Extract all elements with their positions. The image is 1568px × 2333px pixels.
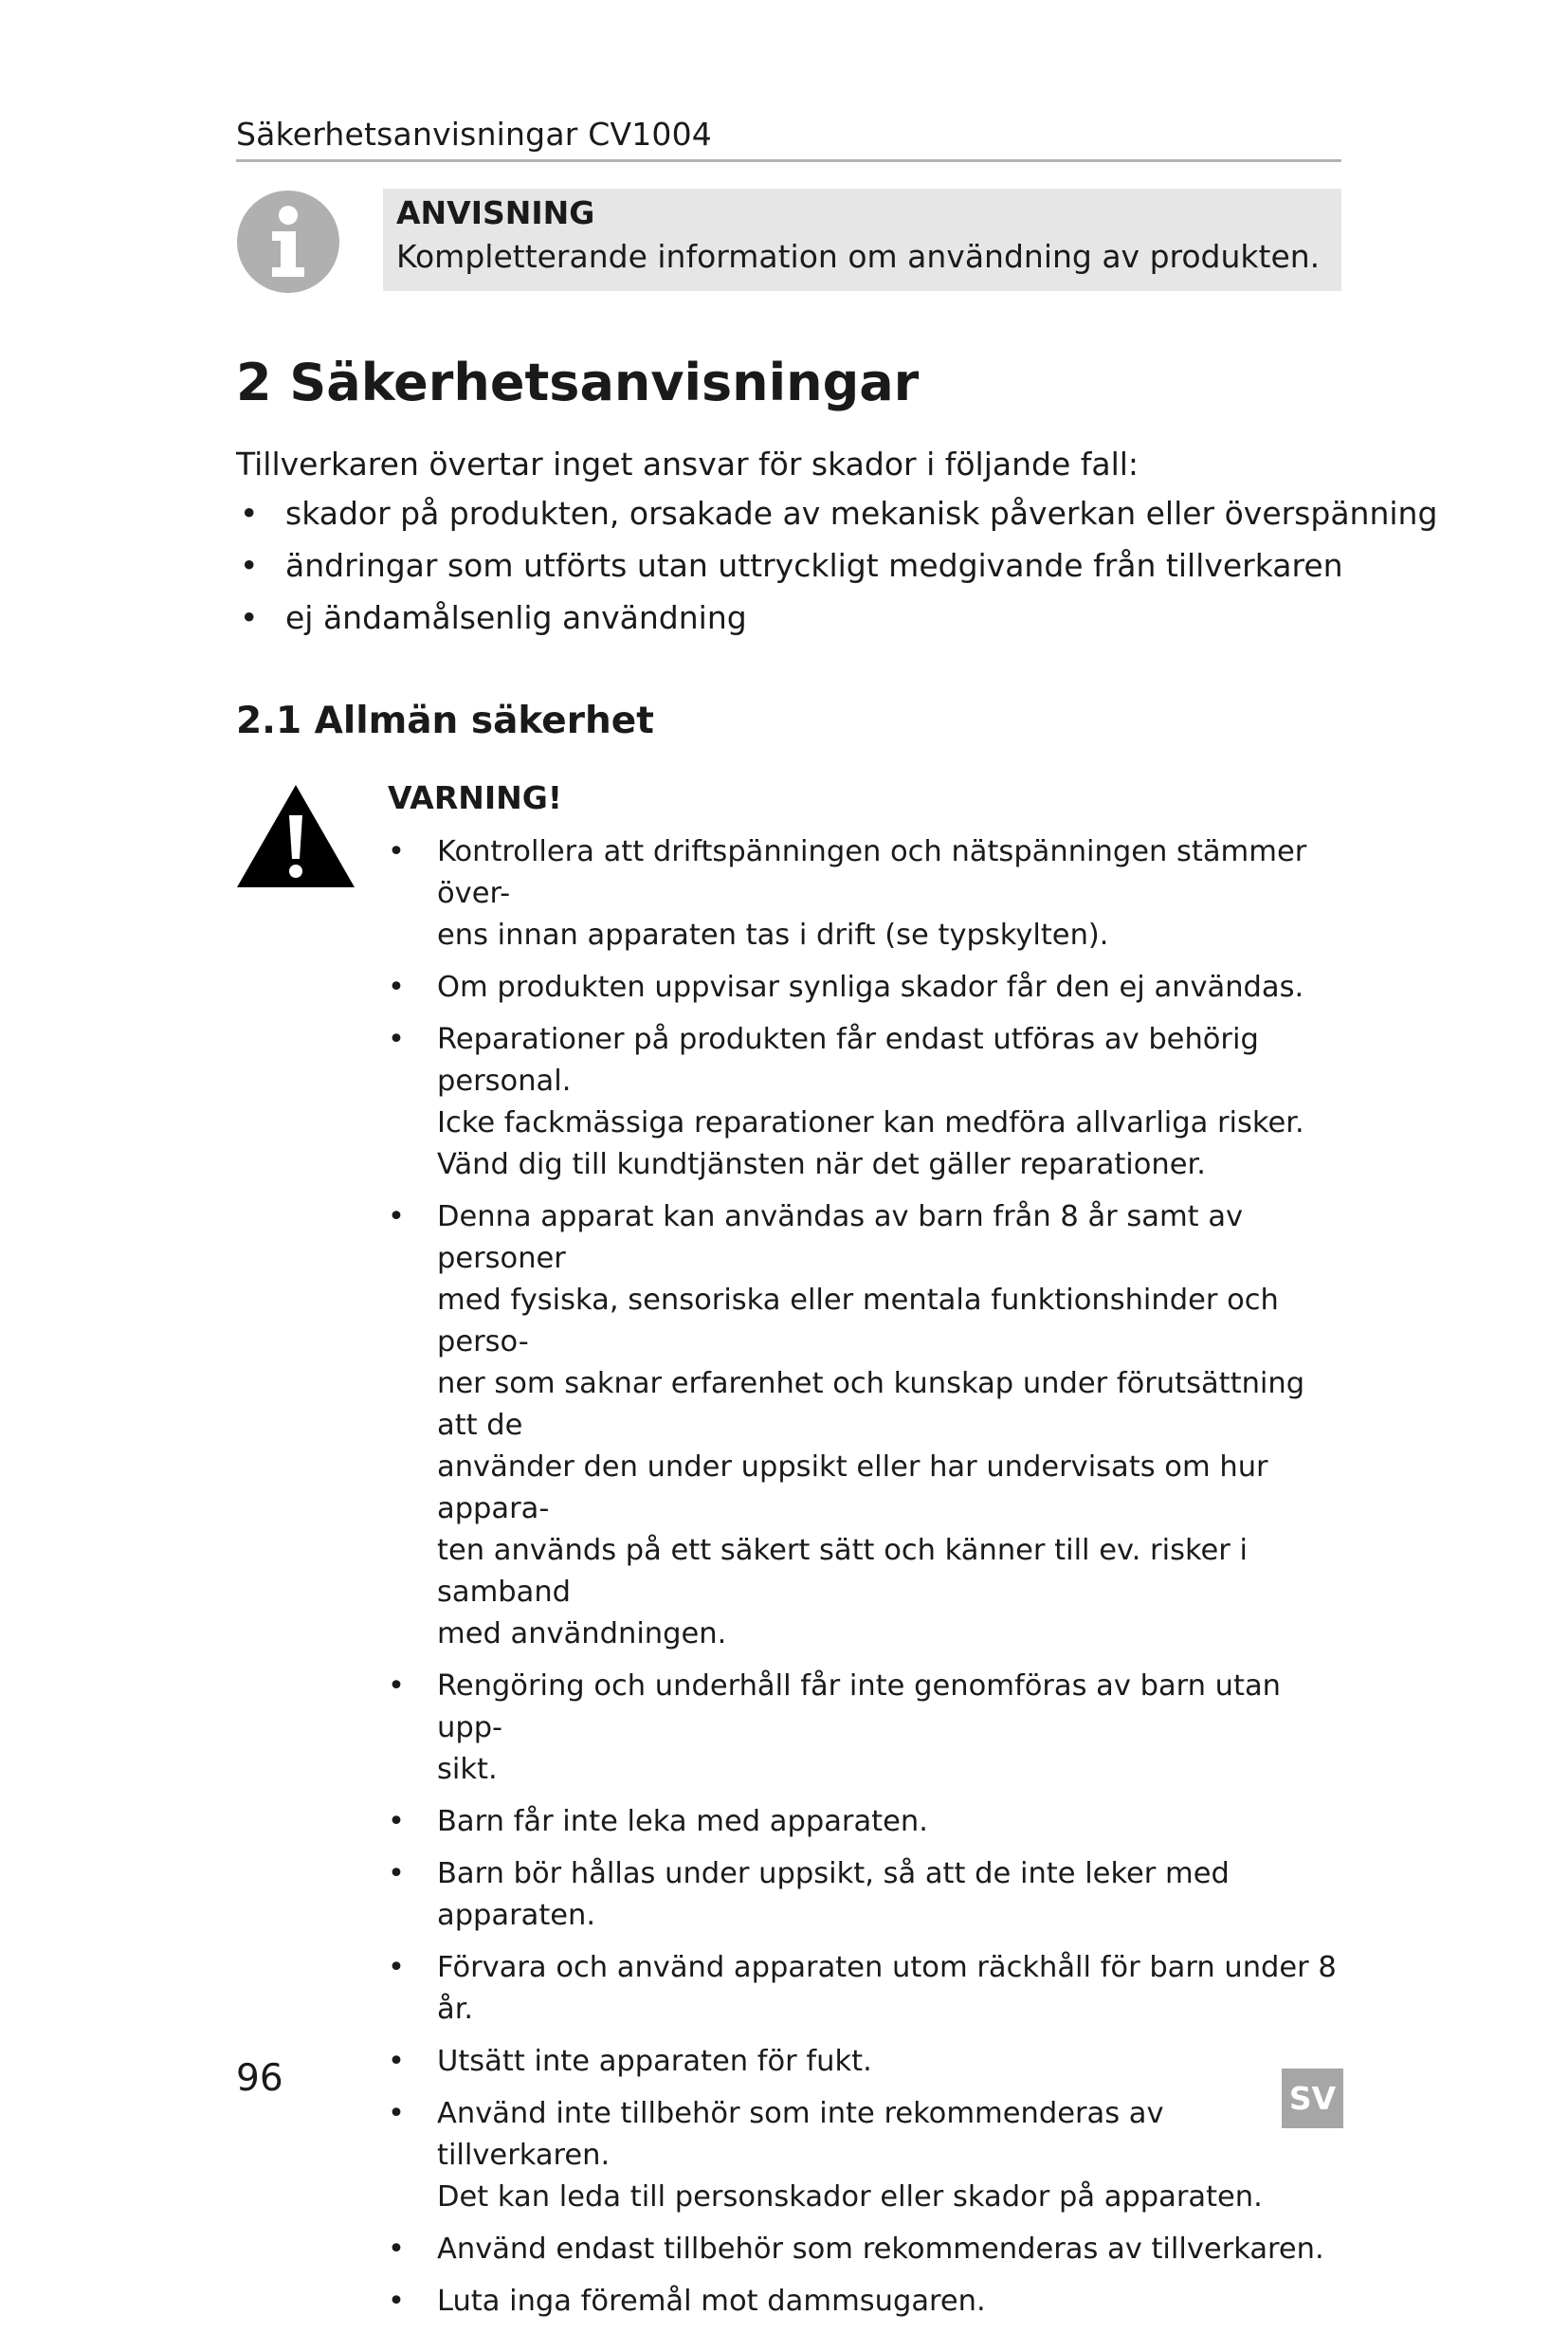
note-title: ANVISNING <box>396 194 595 231</box>
bullet: • <box>240 495 259 532</box>
info-icon <box>236 190 340 294</box>
running-header: Säkerhetsanvisningar CV1004 <box>236 116 712 153</box>
warning-triangle-icon <box>235 783 356 889</box>
list-item <box>388 1196 1345 1655</box>
subsection-heading: 2.1 Allmän säkerhet <box>236 700 654 742</box>
list-item <box>388 2093 1345 2218</box>
page-number: 96 <box>236 2057 283 2100</box>
bullet: • <box>388 1669 405 1703</box>
header-rule <box>236 159 1341 162</box>
list-item-text: Rengöring och underhåll får inte genomföras av barn utan upp- sikt. <box>437 1669 1281 1786</box>
bullet: • <box>388 1951 405 1984</box>
list-item <box>388 2041 1345 2083</box>
list-item <box>388 1801 1345 1843</box>
list-item <box>388 2229 1345 2270</box>
bullet: • <box>388 835 405 868</box>
list-item-text: Om produkten uppvisar synliga skador får den ej användas. <box>437 971 1304 1004</box>
warning-title: VARNING! <box>388 779 562 816</box>
list-item-text: ändringar som utförts utan uttryckligt medgivande från tillverkaren <box>285 547 1343 584</box>
list-item <box>236 547 1437 599</box>
list-item-text: Utsätt inte apparaten för fukt. <box>437 2045 872 2078</box>
list-item <box>388 967 1345 1009</box>
list-item-text: Luta inga föremål mot dammsugaren. <box>437 2285 986 2318</box>
list-item <box>388 2281 1345 2323</box>
list-item-text: Denna apparat kan användas av barn från 8 år samt av personer med fysiska, sensoriska eller mentala funktionshinder och perso- ner som saknar erfarenhet och kunskap under förutsättning att de använder den under uppsikt eller har undervisats om hur appara- ten används på ett säkert sätt och känner till ev. risker i samband med användningen. <box>437 1200 1305 1650</box>
list-item-text: Barn får inte leka med apparaten. <box>437 1805 928 1838</box>
liability-list <box>236 495 1437 651</box>
list-item-text: Använd endast tillbehör som rekommenderas av tillverkaren. <box>437 2233 1324 2266</box>
note-text: Kompletterande information om användning av produkten. <box>396 238 1321 275</box>
list-item <box>388 1853 1345 1937</box>
list-item-text: Kontrollera att driftspänningen och nätspänningen stämmer över- ens innan apparaten tas i drift (se typskylten). <box>437 835 1307 952</box>
bullet: • <box>388 1857 405 1890</box>
list-item <box>236 495 1437 547</box>
list-item-text: Reparationer på produkten får endast utföras av behörig personal. Icke fackmässiga reparationer kan medföra allvarliga risker. Vänd dig till kundtjänsten när det gäller reparationer. <box>437 1023 1304 1181</box>
list-item <box>388 1666 1345 1791</box>
bullet: • <box>388 2097 405 2130</box>
list-item <box>388 831 1345 957</box>
bullet: • <box>388 2045 405 2078</box>
bullet: • <box>388 1805 405 1838</box>
note-box <box>383 189 1341 291</box>
bullet: • <box>240 599 259 636</box>
section-intro: Tillverkaren övertar inget ansvar för skador i följande fall: <box>236 446 1140 483</box>
safety-list <box>388 831 1345 2333</box>
language-badge: SV <box>1282 2069 1343 2128</box>
list-item-text: Barn bör hållas under uppsikt, så att de inte leker med apparaten. <box>437 1857 1230 1932</box>
bullet: • <box>388 2233 405 2266</box>
list-item-text: Använd inte tillbehör som inte rekommenderas av tillverkaren. Det kan leda till personskador eller skador på apparaten. <box>437 2097 1263 2214</box>
bullet: • <box>388 971 405 1004</box>
bullet: • <box>388 1023 405 1056</box>
section-heading: 2 Säkerhetsanvisningar <box>236 353 920 412</box>
list-item <box>388 1019 1345 1186</box>
list-item <box>388 1947 1345 2031</box>
list-item-text: skador på produkten, orsakade av mekanisk påverkan eller överspänning <box>285 495 1438 532</box>
list-item-text: Förvara och använd apparaten utom räckhåll för barn under 8 år. <box>437 1951 1337 2026</box>
bullet: • <box>240 547 259 584</box>
list-item <box>236 599 1437 651</box>
bullet: • <box>388 2285 405 2318</box>
list-item-text: ej ändamålsenlig användning <box>285 599 747 636</box>
bullet: • <box>388 1200 405 1233</box>
